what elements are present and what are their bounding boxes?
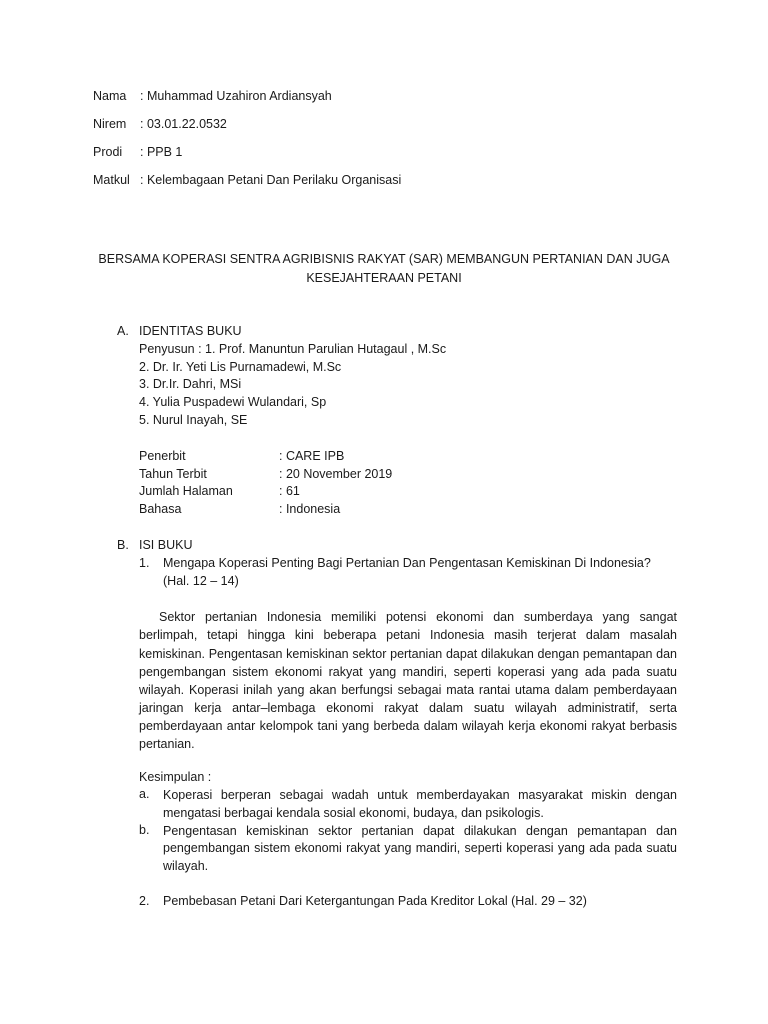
info-value: : PPB 1 xyxy=(140,145,183,159)
title-line-1: BERSAMA KOPERASI SENTRA AGRIBISNIS RAKYAT (SAR) MEMBANGUN PERTANIAN DAN JUGA xyxy=(98,252,670,266)
conclusion-label: Kesimpulan : xyxy=(139,770,212,785)
conclusion-text: Pengentasan kemiskinan sektor pertanian dapat dilakukan dengan pemantapan dan pengembangan sistem ekonomi rakyat yang mandiri, seperti koperasi yang ada pada suatu wilayah. xyxy=(163,823,677,874)
conclusion-text: Koperasi berperan sebagai wadah untuk memberdayakan masyarakat miskin dengan mengatasi berbagai kendala sosial ekonomi, budaya, dan psikologis. xyxy=(163,787,677,820)
section-marker: B. xyxy=(117,538,129,552)
meta-value: : CARE IPB xyxy=(279,448,345,463)
info-label: Matkul xyxy=(93,173,130,187)
document-title xyxy=(93,250,675,288)
info-value: : 03.01.22.0532 xyxy=(140,117,227,131)
section-heading: IDENTITAS BUKU xyxy=(139,324,242,338)
item-number: 2. xyxy=(139,893,150,908)
author-line: 3. Dr.Ir. Dahri, MSi xyxy=(139,377,242,392)
conclusion-item-a xyxy=(139,787,677,823)
meta-row-jumlah-halaman xyxy=(139,483,677,501)
info-value: : Kelembagaan Petani Dan Perilaku Organisasi xyxy=(140,173,402,187)
section-marker: A. xyxy=(117,324,129,338)
section-isi-buku xyxy=(117,537,677,911)
item-number: 1. xyxy=(139,555,150,570)
book-metadata xyxy=(139,448,677,519)
chapter-title-line-2: (Hal. 12 – 14) xyxy=(163,573,239,588)
meta-value: : 61 xyxy=(279,484,300,499)
chapter-title xyxy=(163,555,677,591)
author-line: 4. Yulia Puspadewi Wulandari, Sp xyxy=(139,395,327,410)
section-heading: ISI BUKU xyxy=(139,538,193,552)
summary-paragraph: Sektor pertanian Indonesia memiliki potensi ekonomi dan sumberdaya yang sangat berlimpah, tetapi hingga kini beberapa petani Indonesia masih terjerat dalam masalah kemiskinan. Pengentasan kemiskinan sektor pertanian dapat dilakukan dengan pemantapan dan pengembangan sistem ekonomi rakyat yang mandiri, seperti koperasi yang ada pada suatu wilayah. Koperasi inilah yang akan berfungsi sebagai mata rantai utama dalam pemberdayaan jaringan kerja antar–lembaga ekonomi rakyat dalam suatu wilayah administratif, serta pemberdayaan antar kelompok tani yang berbeda dalam wilayah kerja ekonomi rakyat berbasis pertanian. xyxy=(139,610,677,752)
info-row-matkul xyxy=(93,171,401,199)
author-line: 5. Nurul Inayah, SE xyxy=(139,412,248,427)
meta-key: Bahasa xyxy=(139,502,182,517)
meta-key: Tahun Terbit xyxy=(139,466,207,481)
info-row-nirem xyxy=(93,115,401,143)
section-body xyxy=(139,323,677,519)
student-info xyxy=(93,87,401,199)
author-line: 2. Dr. Ir. Yeti Lis Purnamadewi, M.Sc xyxy=(139,359,342,374)
author-line: Penyusun : 1. Prof. Manuntun Parulian Hutagaul , M.Sc xyxy=(139,341,447,356)
meta-key: Jumlah Halaman xyxy=(139,484,233,499)
conclusion-item-b xyxy=(139,823,677,876)
meta-key: Penerbit xyxy=(139,448,186,463)
meta-row-bahasa xyxy=(139,501,677,519)
chapter-item-2 xyxy=(139,893,677,911)
chapter-title: Pembebasan Petani Dari Ketergantungan Pada Kreditor Lokal (Hal. 29 – 32) xyxy=(163,893,587,908)
info-label: Prodi xyxy=(93,145,123,159)
info-row-prodi xyxy=(93,143,401,171)
meta-row-penerbit xyxy=(139,448,677,466)
chapter-item-1 xyxy=(139,555,677,591)
info-value: : Muhammad Uzahiron Ardiansyah xyxy=(140,89,332,103)
info-label: Nama xyxy=(93,89,127,103)
meta-value: : Indonesia xyxy=(279,502,341,517)
meta-value: : 20 November 2019 xyxy=(279,466,393,481)
item-marker: b. xyxy=(139,822,150,837)
info-row-nama xyxy=(93,87,401,115)
meta-row-tahun-terbit xyxy=(139,466,677,484)
item-marker: a. xyxy=(139,786,150,801)
section-identitas-buku xyxy=(117,323,677,519)
chapter-title-line-1: Mengapa Koperasi Penting Bagi Pertanian Dan Pengentasan Kemiskinan Di Indonesia? xyxy=(163,555,651,570)
title-line-2: KESEJAHTERAAN PETANI xyxy=(306,271,462,285)
info-label: Nirem xyxy=(93,117,127,131)
